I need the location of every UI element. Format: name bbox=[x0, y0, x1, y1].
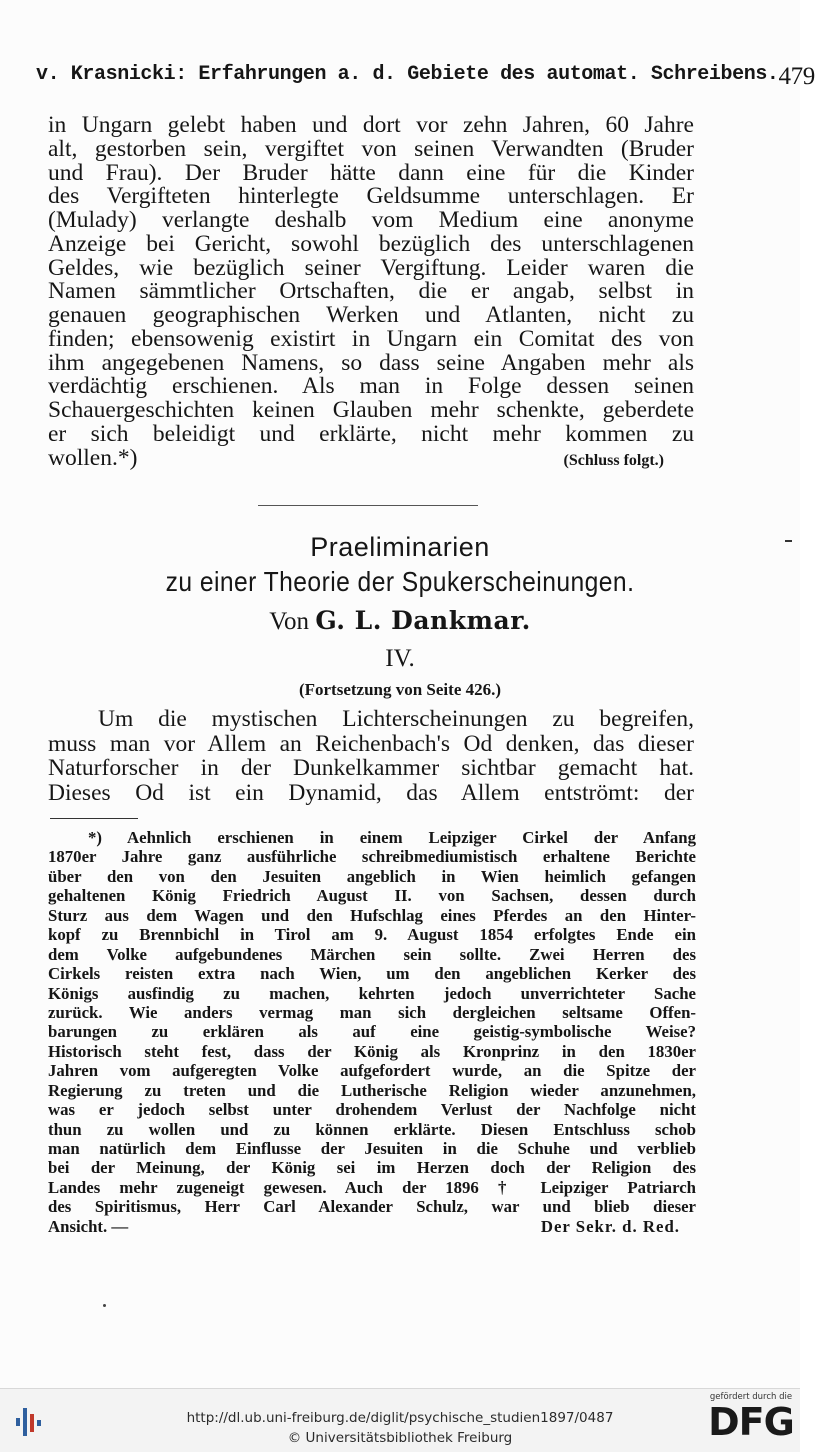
footnote-line: thun zu wollen und zu können erklärte. Diesen Entschluss schob bbox=[48, 1119, 696, 1139]
footnote-line: dem Volke aufgebundenes Märchen sein sollte. Zwei Herren des bbox=[48, 944, 696, 964]
footnote-line: *) Aehnlich erschienen in einem Leipziger Cirkel der Anfang bbox=[88, 828, 696, 847]
footnote-line: Cirkels reisten extra nach Wien, um den angeblichen Kerker des bbox=[48, 964, 696, 984]
article-title-line1: Praeliminarien bbox=[310, 532, 490, 562]
scan-speck bbox=[103, 1304, 106, 1307]
text-line: alt, gestorben sein, vergiftet von seinen Verwandten (Bruder bbox=[48, 135, 694, 162]
article-author: G. L. Dankmar. bbox=[315, 606, 531, 635]
byline-prefix: Von bbox=[269, 608, 310, 635]
footnote-last-text: Ansicht. — bbox=[48, 1216, 129, 1236]
body-paragraph-continued bbox=[48, 114, 694, 470]
footnote-last-line bbox=[48, 1217, 696, 1236]
page-number: 479 bbox=[778, 63, 815, 90]
running-head-title: v. Krasnicki: Erfahrungen a. d. Gebiete des automat. Schreibens. bbox=[36, 63, 779, 86]
article-part-number: IV. bbox=[385, 645, 415, 672]
footnote-rule bbox=[50, 818, 138, 819]
dfg-logo bbox=[708, 1392, 794, 1448]
footnote-line: 1870er Jahre ganz ausführliche schreibmediumistisch erhaltene Berichte bbox=[48, 847, 696, 867]
permalink-url[interactable]: http://dl.ub.uni-freiburg.de/diglit/psychische_studien1897/0487 bbox=[186, 1410, 614, 1426]
running-head bbox=[36, 63, 815, 91]
text-line: in Ungarn gelebt haben und dort vor zehn Jahren, 60 Jahre bbox=[48, 112, 694, 138]
footnote-line: des Spiritismus, Herr Carl Alexander Schulz, war und blieb dieser bbox=[48, 1197, 696, 1217]
footnote-line: Jahren vom aufgeregten Volke aufgefordert wurde, an die Spitze der bbox=[48, 1061, 696, 1081]
text-line: ihm angegebenen Namens, so dass seine Angaben mehr als bbox=[48, 349, 694, 376]
text-line: Geldes, wie bezüglich seiner Vergiftung. Leider waren die bbox=[48, 254, 694, 281]
footnote-line: Historisch steht fest, dass der König als Kronprinz in den 1830er bbox=[48, 1041, 696, 1061]
text-line: Dieses Od ist ein Dynamid, das Allem entströmt: der bbox=[48, 779, 694, 806]
footnote-line: über den von den Jesuiten angeblich in Wien heimlich gefangen bbox=[48, 866, 696, 886]
text-line: (Mulady) verlangte deshalb vom Medium eine anonyme bbox=[48, 207, 694, 233]
continued-note: (Schluss folgt.) bbox=[563, 451, 664, 469]
footnote-line: barungen zu erklären als auf eine geistig-symbolische Weise? bbox=[48, 1022, 696, 1042]
dfg-funded-by: gefördert durch die bbox=[709, 1392, 793, 1402]
footnote-line: gehaltenen König Friedrich August II. von Sachsen, dessen durch bbox=[48, 886, 696, 906]
footnote-line: was er jedoch selbst unter drohendem Verlust der Nachfolge nicht bbox=[48, 1100, 696, 1120]
section-divider bbox=[258, 505, 478, 506]
text-line: Namen sämmtlicher Ortschaften, die er angab, selbst in bbox=[48, 278, 694, 305]
footnote-line: zurück. Wie anders vermag man sich dergleichen seltsame Offen- bbox=[48, 1002, 696, 1022]
text-line: Naturforscher in der Dunkelkammer sichtbar gemacht hat. bbox=[48, 755, 694, 781]
text-line: finden; ebensowenig existirt in Ungarn ein Comitat des von bbox=[48, 325, 694, 352]
text-line: verdächtig erschienen. Als man in Folge dessen seinen bbox=[48, 373, 694, 400]
footnote-signature: Der Sekr. d. Red. bbox=[540, 1216, 680, 1236]
text-line: und Frau). Der Bruder hätte dann eine für die Kinder bbox=[48, 159, 694, 186]
text-line-last bbox=[48, 444, 694, 471]
article-title-line2: zu einer Theorie der Spukerscheinungen. bbox=[165, 566, 635, 597]
footnote-line: Landes mehr zugeneigt gewesen. Auch der 1896 † Leipziger Patriarch bbox=[48, 1177, 696, 1197]
footnote bbox=[48, 828, 696, 1236]
last-line-text: wollen.*) bbox=[48, 444, 138, 471]
text-line: Um die mystischen Lichterscheinungen zu begreifen, bbox=[98, 706, 694, 732]
dfg-logo-text: DFG bbox=[708, 1400, 794, 1444]
text-line: muss man vor Allem an Reichenbach's Od denken, das dieser bbox=[48, 730, 694, 757]
text-line: Schauergeschichten keinen Glauben mehr schenkte, geberdete bbox=[48, 397, 694, 423]
footnote-line: bei der Meinung, der König sei im Herzen doch der Religion des bbox=[48, 1158, 696, 1178]
article-body bbox=[48, 707, 694, 805]
text-line: des Vergifteten hinterlegte Geldsumme unterschlagen. Er bbox=[48, 183, 694, 210]
footnote-line: kopf zu Brennbichl in Tirol am 9. August 1854 erfolgtes Ende ein bbox=[48, 925, 696, 945]
footnote-line: man natürlich dem Einflusse der Jesuiten in die Schuhe und verblieb bbox=[48, 1139, 696, 1158]
footnote-line: Königs ausfindig zu machen, kehrten jedoch unverrichteter Sache bbox=[48, 983, 696, 1003]
text-line: er sich beleidigt und erklärte, nicht mehr kommen zu bbox=[48, 420, 694, 447]
footnote-line: Sturz aus dem Wagen und den Hufschlag eines Pferdes an den Hinter- bbox=[48, 905, 696, 925]
article-byline bbox=[0, 606, 800, 636]
text-line: genauen geographischen Werken und Atlanten, nicht zu bbox=[48, 302, 694, 328]
article-continuation-note: (Fortsetzung von Seite 426.) bbox=[298, 680, 502, 699]
text-line: Anzeige bei Gericht, sowohl bezüglich des unterschlagenen bbox=[48, 230, 694, 257]
copyright-notice: © Universitätsbibliothek Freiburg bbox=[287, 1430, 513, 1446]
footnote-line: Regierung zu treten und die Lutherische Religion wieder anzunehmen, bbox=[48, 1080, 696, 1100]
